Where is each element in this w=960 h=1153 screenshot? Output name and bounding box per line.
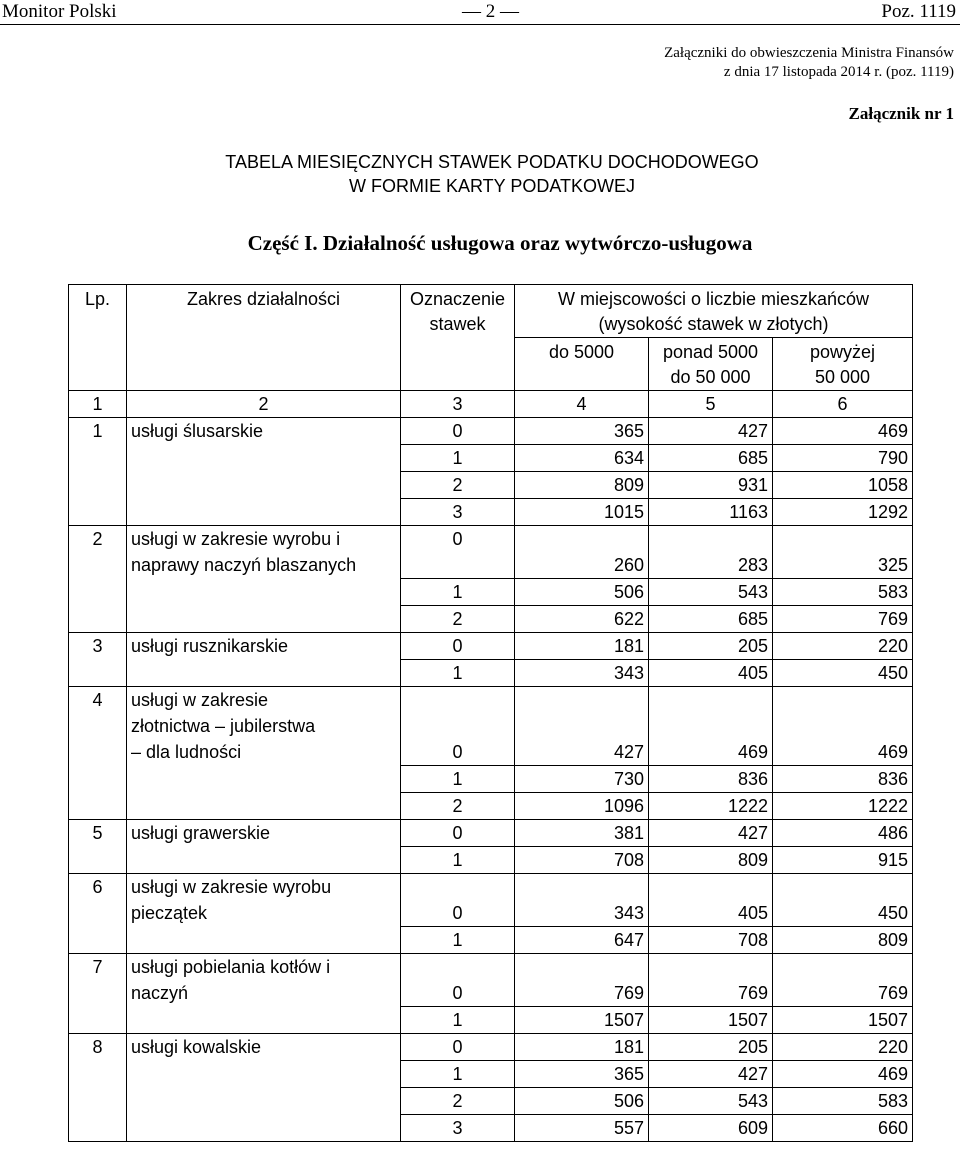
- row-value-up-to-5000: 343: [515, 874, 649, 927]
- document-title-line2: W FORMIE KARTY PODATKOWEJ: [348, 176, 636, 196]
- row-value-5000-50000: 283: [649, 526, 773, 579]
- row-value-up-to-5000: 181: [515, 633, 649, 660]
- row-value-5000-50000: 809: [649, 847, 773, 874]
- row-activity-name: [127, 526, 401, 633]
- row-value-over-50000: 325: [773, 526, 913, 579]
- activity-name-line: usługi w zakresie: [131, 690, 269, 710]
- header-divider: [0, 24, 960, 25]
- table-row: [69, 874, 913, 927]
- row-activity-name: [127, 687, 401, 820]
- row-value-5000-50000: 469: [649, 687, 773, 766]
- row-activity-name: [127, 820, 401, 874]
- header-lp: Lp.: [69, 285, 127, 391]
- activity-name-line: usługi kowalskie: [131, 1037, 262, 1057]
- column-number: 6: [773, 391, 913, 418]
- row-lp: 2: [69, 526, 127, 633]
- row-value-over-50000: 1507: [773, 1007, 913, 1034]
- row-value-over-50000: 450: [773, 874, 913, 927]
- table-row: [69, 820, 913, 847]
- annex-note-line2: z dnia 17 listopada 2014 r. (poz. 1119): [723, 64, 954, 80]
- header-col-b-line2: do 50 000: [670, 367, 751, 387]
- row-value-5000-50000: 685: [649, 606, 773, 633]
- row-value-up-to-5000: 365: [515, 418, 649, 445]
- row-value-5000-50000: 427: [649, 418, 773, 445]
- row-value-up-to-5000: 647: [515, 927, 649, 954]
- row-value-up-to-5000: 708: [515, 847, 649, 874]
- row-value-5000-50000: 405: [649, 874, 773, 927]
- activity-name-line: naczyń: [131, 983, 189, 1003]
- row-lp: 6: [69, 874, 127, 954]
- row-value-up-to-5000: 1096: [515, 793, 649, 820]
- column-number: 1: [69, 391, 127, 418]
- part-title: Część I. Działalność usługowa oraz wytwórczo-usługowa: [247, 231, 753, 255]
- row-value-over-50000: 220: [773, 1034, 913, 1061]
- row-rate-mark: 0: [401, 954, 515, 1007]
- row-rate-mark: 2: [401, 472, 515, 499]
- table-row: [69, 954, 913, 1007]
- row-rate-mark: 1: [401, 927, 515, 954]
- row-value-over-50000: 220: [773, 633, 913, 660]
- row-lp: 8: [69, 1034, 127, 1142]
- row-rate-mark: 1: [401, 766, 515, 793]
- row-value-over-50000: 1058: [773, 472, 913, 499]
- column-number: 5: [649, 391, 773, 418]
- row-value-5000-50000: 708: [649, 927, 773, 954]
- row-value-up-to-5000: 1507: [515, 1007, 649, 1034]
- column-number: 4: [515, 391, 649, 418]
- row-rate-mark: 0: [401, 633, 515, 660]
- activity-name-line: usługi rusznikarskie: [131, 636, 289, 656]
- header-population: W miejscowości o liczbie mieszkańców (wysokość stawek w złotych): [515, 285, 913, 338]
- column-number-row: [69, 391, 913, 418]
- row-lp: 4: [69, 687, 127, 820]
- activity-name-line: usługi w zakresie wyrobu: [131, 877, 332, 897]
- row-lp: 5: [69, 820, 127, 874]
- header-col-c: [773, 338, 913, 391]
- table-row: [69, 687, 913, 766]
- row-rate-mark: 3: [401, 1115, 515, 1142]
- document-title-line1: TABELA MIESIĘCZNYCH STAWEK PODATKU DOCHODOWEGO: [225, 152, 759, 172]
- row-value-5000-50000: 205: [649, 633, 773, 660]
- row-value-over-50000: 486: [773, 820, 913, 847]
- header-col-b-line1: ponad 5000: [662, 342, 759, 362]
- row-value-5000-50000: 205: [649, 1034, 773, 1061]
- row-activity-name: [127, 418, 401, 526]
- row-value-5000-50000: 543: [649, 1088, 773, 1115]
- row-value-over-50000: 583: [773, 1088, 913, 1115]
- publication-name: Monitor Polski: [2, 1, 117, 22]
- row-value-up-to-5000: 365: [515, 1061, 649, 1088]
- row-value-over-50000: 469: [773, 1061, 913, 1088]
- page-header: [0, 0, 960, 24]
- row-value-up-to-5000: 181: [515, 1034, 649, 1061]
- annex-note-line1: Załączniki do obwieszczenia Ministra Finansów: [664, 45, 954, 61]
- row-rate-mark: 2: [401, 606, 515, 633]
- row-lp: 7: [69, 954, 127, 1034]
- row-value-over-50000: 769: [773, 606, 913, 633]
- row-rate-mark: 1: [401, 660, 515, 687]
- row-rate-mark: 2: [401, 793, 515, 820]
- row-rate-mark: 0: [401, 820, 515, 847]
- row-activity-name: [127, 1034, 401, 1142]
- row-value-5000-50000: 1507: [649, 1007, 773, 1034]
- table-row: [69, 633, 913, 660]
- row-rate-mark: 1: [401, 847, 515, 874]
- row-value-up-to-5000: 622: [515, 606, 649, 633]
- row-value-5000-50000: 609: [649, 1115, 773, 1142]
- activity-name-line: usługi ślusarskie: [131, 421, 264, 441]
- column-number: 2: [127, 391, 401, 418]
- row-value-5000-50000: 405: [649, 660, 773, 687]
- row-value-up-to-5000: 506: [515, 1088, 649, 1115]
- tax-rate-table: [68, 284, 913, 1142]
- header-rate-mark: Oznaczenie stawek: [401, 285, 515, 391]
- row-rate-mark: 3: [401, 499, 515, 526]
- table-row: [69, 526, 913, 579]
- row-rate-mark: 0: [401, 687, 515, 766]
- row-value-over-50000: 450: [773, 660, 913, 687]
- row-value-over-50000: 1292: [773, 499, 913, 526]
- row-rate-mark: 1: [401, 1007, 515, 1034]
- row-value-up-to-5000: 343: [515, 660, 649, 687]
- row-value-over-50000: 809: [773, 927, 913, 954]
- row-value-5000-50000: 1163: [649, 499, 773, 526]
- column-number: 3: [401, 391, 515, 418]
- position-number: Poz. 1119: [881, 1, 956, 22]
- row-value-over-50000: 769: [773, 954, 913, 1007]
- activity-name-line: usługi grawerskie: [131, 823, 271, 843]
- row-rate-mark: 0: [401, 418, 515, 445]
- row-value-5000-50000: 931: [649, 472, 773, 499]
- activity-name-line: złotnictwa – jubilerstwa: [131, 716, 316, 736]
- row-value-up-to-5000: 809: [515, 472, 649, 499]
- row-rate-mark: 0: [401, 1034, 515, 1061]
- row-lp: 1: [69, 418, 127, 526]
- row-value-up-to-5000: 1015: [515, 499, 649, 526]
- table-row: [69, 1034, 913, 1061]
- row-value-over-50000: 469: [773, 687, 913, 766]
- header-scope: Zakres działalności: [127, 285, 401, 391]
- activity-name-line: pieczątek: [131, 903, 208, 923]
- row-value-over-50000: 583: [773, 579, 913, 606]
- row-rate-mark: 1: [401, 445, 515, 472]
- row-value-over-50000: 469: [773, 418, 913, 445]
- row-value-up-to-5000: 634: [515, 445, 649, 472]
- row-activity-name: [127, 954, 401, 1034]
- row-activity-name: [127, 633, 401, 687]
- row-value-up-to-5000: 557: [515, 1115, 649, 1142]
- row-rate-mark: 1: [401, 579, 515, 606]
- activity-name-line: – dla ludności: [131, 742, 242, 762]
- row-value-up-to-5000: 506: [515, 579, 649, 606]
- table-row: [69, 418, 913, 445]
- row-value-up-to-5000: 427: [515, 687, 649, 766]
- header-col-b: [649, 338, 773, 391]
- table-header-row-1: [69, 285, 913, 338]
- activity-name-line: naprawy naczyń blaszanych: [131, 555, 357, 575]
- row-value-5000-50000: 543: [649, 579, 773, 606]
- row-value-up-to-5000: 381: [515, 820, 649, 847]
- row-activity-name: [127, 874, 401, 954]
- row-value-over-50000: 790: [773, 445, 913, 472]
- row-value-5000-50000: 427: [649, 820, 773, 847]
- annex-number: Załącznik nr 1: [848, 104, 954, 123]
- activity-name-line: usługi pobielania kotłów i: [131, 957, 331, 977]
- header-col-c-line1: powyżej: [809, 342, 876, 362]
- row-value-5000-50000: 1222: [649, 793, 773, 820]
- page-number: — 2 —: [462, 1, 519, 22]
- row-value-over-50000: 915: [773, 847, 913, 874]
- header-col-c-line2: 50 000: [814, 367, 871, 387]
- row-value-over-50000: 836: [773, 766, 913, 793]
- row-value-up-to-5000: 769: [515, 954, 649, 1007]
- row-rate-mark: 1: [401, 1061, 515, 1088]
- row-value-5000-50000: 685: [649, 445, 773, 472]
- activity-name-line: usługi w zakresie wyrobu i: [131, 529, 341, 549]
- row-rate-mark: 2: [401, 1088, 515, 1115]
- row-value-5000-50000: 769: [649, 954, 773, 1007]
- row-lp: 3: [69, 633, 127, 687]
- row-rate-mark: 0: [401, 526, 515, 579]
- row-value-5000-50000: 427: [649, 1061, 773, 1088]
- row-value-over-50000: 660: [773, 1115, 913, 1142]
- row-rate-mark: 0: [401, 874, 515, 927]
- row-value-up-to-5000: 730: [515, 766, 649, 793]
- row-value-up-to-5000: 260: [515, 526, 649, 579]
- document-title: [0, 150, 960, 198]
- row-value-5000-50000: 836: [649, 766, 773, 793]
- annex-note: [664, 44, 954, 82]
- row-value-over-50000: 1222: [773, 793, 913, 820]
- header-col-a: do 5000: [515, 338, 649, 391]
